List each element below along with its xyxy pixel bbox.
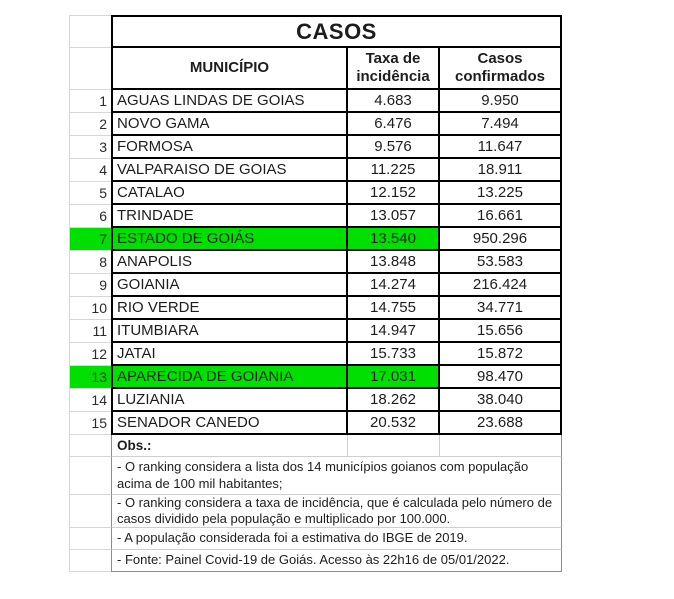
grid-gutter-cell [69,495,111,528]
grid-gutter-cell [69,528,111,550]
taxa-cell: 14.274 [348,274,440,297]
grid-gutter-cell [69,550,111,572]
municipio-cell: ESTADO DE GOIÁS [111,228,348,251]
note-row [69,495,562,528]
note-row [69,457,562,495]
table-row [69,182,562,205]
row-rank: 15 [69,412,111,435]
municipio-cell: APARECIDA DE GOIANIA [111,366,348,389]
header-casos-confirmados: Casos confirmados [440,48,562,90]
grid-gutter-cell [69,48,111,90]
row-rank: 6 [69,205,111,228]
note-item [111,495,562,528]
table-row [69,90,562,113]
row-rank: 11 [69,320,111,343]
table-row [69,343,562,366]
municipio-cell: FORMOSA [111,136,348,159]
casos-cell: 18.911 [440,159,562,182]
grid-gutter-cell [69,435,111,457]
table-row [69,412,562,435]
taxa-cell: 14.947 [348,320,440,343]
casos-cell: 15.656 [440,320,562,343]
note-row [69,528,562,550]
casos-cell: 15.872 [440,343,562,366]
taxa-cell: 20.532 [348,412,440,435]
table-row [69,274,562,297]
note-text: - Fonte: Painel Covid-19 de Goiás. Acesso às 22h16 de 05/01/2022. [117,552,510,568]
municipio-cell: JATAI [111,343,348,366]
taxa-cell: 15.733 [348,343,440,366]
municipio-cell: ITUMBIARA [111,320,348,343]
row-rank: 9 [69,274,111,297]
municipio-cell: GOIANIA [111,274,348,297]
row-rank: 12 [69,343,111,366]
municipio-cell: AGUAS LINDAS DE GOIAS [111,90,348,113]
header-municipio: MUNICÍPIO [111,48,348,90]
title-row [69,15,562,48]
taxa-cell: 9.576 [348,136,440,159]
table-row [69,159,562,182]
casos-cell: 38.040 [440,389,562,412]
casos-cell: 13.225 [440,182,562,205]
table-row [69,251,562,274]
municipio-cell: SENADOR CANEDO [111,412,348,435]
table-row [69,136,562,159]
grid-gutter-cell [69,457,111,495]
municipio-cell: VALPARAISO DE GOIAS [111,159,348,182]
casos-cell: 16.661 [440,205,562,228]
row-rank: 2 [69,113,111,136]
casos-cell: 11.647 [440,136,562,159]
row-rank: 8 [69,251,111,274]
taxa-cell: 18.262 [348,389,440,412]
casos-cell: 23.688 [440,412,562,435]
empty-cell [348,435,440,457]
empty-cell [440,435,562,457]
municipio-cell: TRINDADE [111,205,348,228]
row-rank: 5 [69,182,111,205]
row-rank: 7 [69,228,111,251]
row-rank: 4 [69,159,111,182]
note-item [111,550,562,572]
casos-cell: 216.424 [440,274,562,297]
taxa-cell: 17.031 [348,366,440,389]
taxa-cell: 6.476 [348,113,440,136]
casos-cell: 9.950 [440,90,562,113]
municipio-cell: LUZIANIA [111,389,348,412]
notes-label-cell [111,435,348,457]
municipio-cell: NOVO GAMA [111,113,348,136]
row-rank: 1 [69,90,111,113]
note-item [111,528,562,550]
table-title: CASOS [111,15,562,48]
cases-table [69,15,562,572]
taxa-cell: 11.225 [348,159,440,182]
grid-gutter-cell [69,15,111,48]
municipio-cell: RIO VERDE [111,297,348,320]
municipio-cell: CATALAO [111,182,348,205]
note-item [111,457,562,495]
table-row-highlighted [69,366,562,389]
notes-label: Obs.: [117,438,152,453]
casos-cell: 7.494 [440,113,562,136]
taxa-cell: 13.848 [348,251,440,274]
note-row [69,550,562,572]
row-rank: 3 [69,136,111,159]
table-row [69,205,562,228]
taxa-cell: 4.683 [348,90,440,113]
casos-cell: 98.470 [440,366,562,389]
note-text: - A população considerada foi a estimativa do IBGE de 2019. [117,530,468,546]
table-row [69,297,562,320]
header-row [69,48,562,90]
note-text: - O ranking considera a lista dos 14 municípios goianos com população acima de 100 mil habitantes; [117,459,529,491]
note-text: - O ranking considera a taxa de incidência, que é calculada pelo número de casos dividido pela população e multiplicado por 100.000. [117,494,553,526]
casos-cell: 34.771 [440,297,562,320]
municipio-cell: ANAPOLIS [111,251,348,274]
table-row [69,320,562,343]
table-row [69,389,562,412]
row-rank: 13 [69,366,111,389]
notes-header-row [69,435,562,457]
table-row-highlighted [69,228,562,251]
casos-cell: 950.296 [440,228,562,251]
taxa-cell: 12.152 [348,182,440,205]
row-rank: 10 [69,297,111,320]
row-rank: 14 [69,389,111,412]
taxa-cell: 14.755 [348,297,440,320]
header-taxa-incidencia: Taxa de incidência [348,48,440,90]
taxa-cell: 13.057 [348,205,440,228]
table-row [69,113,562,136]
casos-cell: 53.583 [440,251,562,274]
taxa-cell: 13.540 [348,228,440,251]
